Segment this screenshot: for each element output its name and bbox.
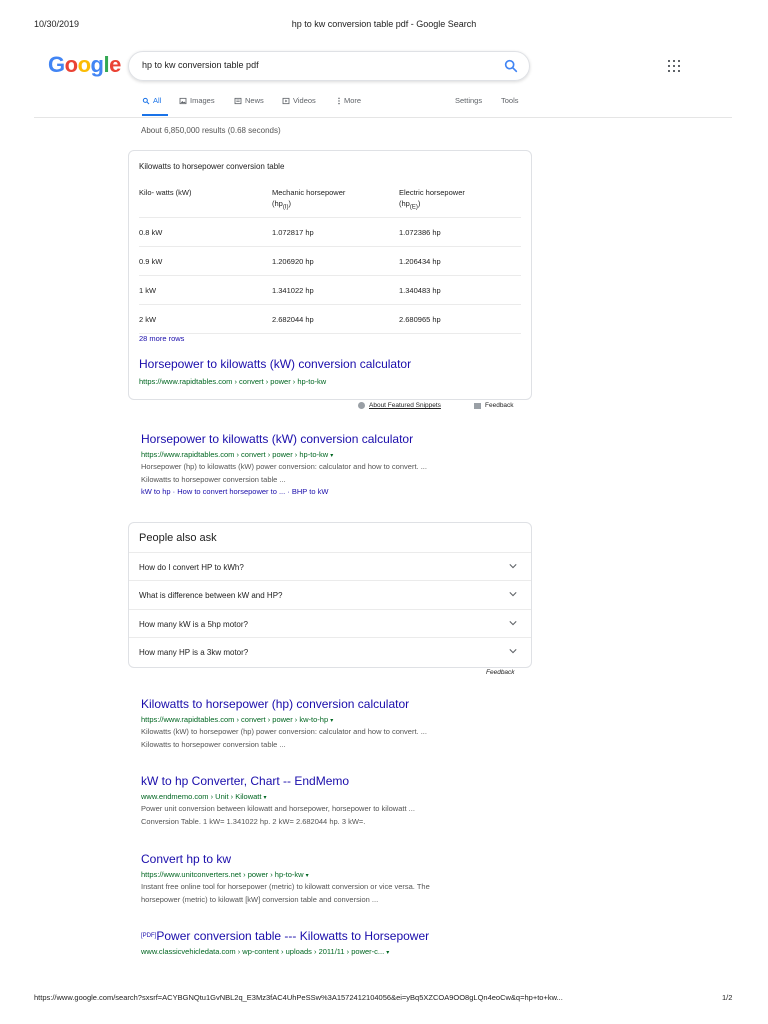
search-result xyxy=(141,697,531,751)
dropdown-arrow-icon[interactable]: ▾ xyxy=(263,795,267,801)
snippet-line: Conversion Table. 1 kW= 1.341022 hp. 2 kW= 2.682044 hp. 3 kW=. xyxy=(141,817,366,826)
cell-kw: 1 kW xyxy=(139,286,157,295)
search-result xyxy=(141,432,531,496)
search-icon[interactable] xyxy=(503,58,519,74)
url-text: https://www.rapidtables.com › convert › power › kw-to-hp xyxy=(141,715,329,724)
snippet-title: Kilowatts to horsepower conversion table xyxy=(139,162,285,171)
logo-letter: o xyxy=(64,52,78,77)
snippet-line: Power unit conversion between kilowatt and horsepower, horsepower to kilowatt ... xyxy=(141,804,415,813)
print-footer-url: https://www.google.com/search?sxsrf=ACYBGNQtu1GvNBL2q_E3Mz3fAC4UhPeSSw%3A1572412104056&ei=yBq5XZCOA9OO8gLQn4eoCw&q=hp+to+kw... xyxy=(34,993,563,1002)
more-rows-link[interactable]: 28 more rows xyxy=(139,334,185,343)
tab-more[interactable] xyxy=(337,96,361,105)
print-date: 10/30/2019 xyxy=(34,19,80,29)
column-header-label: Electric horsepower xyxy=(399,188,465,197)
unit-subscript: (E) xyxy=(409,204,418,211)
feedback-label: Feedback xyxy=(485,402,514,409)
search-result xyxy=(141,929,531,956)
paa-question[interactable] xyxy=(129,609,531,638)
url-text: https://www.unitconverters.net › power › hp-to-kw xyxy=(141,870,304,879)
about-label: About Featured Snippets xyxy=(369,402,441,409)
logo-letter: G xyxy=(48,52,65,77)
news-icon xyxy=(234,97,242,105)
search-box[interactable] xyxy=(128,51,530,81)
question-text: How do I convert HP to kWh? xyxy=(139,563,244,572)
result-url[interactable] xyxy=(141,450,531,459)
cell-kw: 0.9 kW xyxy=(139,257,163,266)
dropdown-arrow-icon[interactable]: ▾ xyxy=(330,718,334,724)
logo-letter: l xyxy=(103,52,110,77)
table-row xyxy=(139,305,521,334)
paa-title: People also ask xyxy=(139,532,217,544)
settings-link[interactable]: Settings xyxy=(455,96,483,105)
table-row xyxy=(139,247,521,276)
search-icon xyxy=(142,97,150,105)
column-header-electric-hp xyxy=(399,187,465,214)
snippet-line: Kilowatts to horsepower conversion table ... xyxy=(141,740,286,749)
video-icon xyxy=(282,97,290,105)
search-result xyxy=(141,774,531,828)
chevron-down-icon xyxy=(509,562,517,570)
tab-label: Images xyxy=(190,96,215,105)
column-header-label: Mechanic horsepower xyxy=(272,188,346,197)
question-text: What is difference between kW and HP? xyxy=(139,591,283,600)
snippet-line: Instant free online tool for horsepower (metric) to kilowatt conversion or vice versa. The xyxy=(141,882,430,891)
title-text: Power conversion table --- Kilowatts to Horsepower xyxy=(156,929,430,943)
conversion-table xyxy=(139,187,521,334)
tools-link[interactable]: Tools xyxy=(501,96,519,105)
result-title-link[interactable]: Convert hp to kw xyxy=(141,852,232,866)
table-row xyxy=(139,218,521,247)
sitelinks[interactable]: kW to hp · How to convert horsepower to ... · BHP to kW xyxy=(141,487,329,496)
result-title-link[interactable]: Kilowatts to horsepower (hp) conversion calculator xyxy=(141,697,410,711)
result-snippet xyxy=(141,725,531,751)
about-featured-snippets[interactable] xyxy=(358,402,441,409)
url-text: https://www.rapidtables.com › convert › power › hp-to-kw xyxy=(141,450,329,459)
search-result xyxy=(141,852,531,906)
column-header-unit xyxy=(272,198,345,214)
search-input[interactable]: hp to kw conversion table pdf xyxy=(142,60,259,70)
people-also-ask xyxy=(128,522,532,668)
result-url[interactable] xyxy=(141,792,531,801)
image-icon xyxy=(179,97,187,105)
result-url[interactable] xyxy=(141,870,531,879)
apps-grid-icon[interactable] xyxy=(668,60,680,72)
cell-electric-hp: 1.072386 hp xyxy=(399,228,441,237)
header-divider xyxy=(34,117,732,118)
result-snippet xyxy=(141,460,531,486)
question-text: How many kW is a 5hp motor? xyxy=(139,620,248,629)
logo-letter: e xyxy=(109,52,121,77)
snippet-line: Kilowatts (kW) to horsepower (hp) power conversion: calculator and how to convert. ... xyxy=(141,727,427,736)
url-text: www.endmemo.com › Unit › Kilowatt xyxy=(141,792,262,801)
print-page-title: hp to kw conversion table pdf - Google Search xyxy=(291,19,477,29)
snippet-line: horsepower (metric) to kilowatt [kW] conversion table and conversion ... xyxy=(141,895,379,904)
cell-electric-hp: 1.340483 hp xyxy=(399,286,441,295)
column-header-kw: Kilo- watts (kW) xyxy=(139,188,192,197)
unit-close: ) xyxy=(288,199,292,208)
paa-question[interactable] xyxy=(129,552,531,581)
chevron-down-icon xyxy=(509,619,517,627)
cell-mechanic-hp: 1.206920 hp xyxy=(272,257,314,266)
google-logo[interactable] xyxy=(48,52,121,78)
chevron-down-icon xyxy=(509,647,517,655)
snippet-feedback[interactable] xyxy=(474,402,514,409)
snippet-line: Horsepower (hp) to kilowatts (kW) power conversion: calculator and how to convert. ... xyxy=(141,462,427,471)
cell-mechanic-hp: 2.682044 hp xyxy=(272,315,314,324)
search-tabs xyxy=(142,96,522,114)
result-url[interactable] xyxy=(141,947,531,956)
dropdown-arrow-icon[interactable]: ▾ xyxy=(305,873,309,879)
tab-label: News xyxy=(245,96,264,105)
paa-feedback-link[interactable]: Feedback xyxy=(486,669,515,676)
featured-snippet xyxy=(128,150,532,400)
more-vert-icon xyxy=(337,97,341,105)
cell-mechanic-hp: 1.072817 hp xyxy=(272,228,314,237)
dropdown-arrow-icon[interactable]: ▾ xyxy=(330,453,334,459)
url-text: www.classicvehicledata.com › wp-content › uploads › 2011/11 › power-c... xyxy=(141,947,385,956)
tab-images[interactable] xyxy=(179,96,215,105)
feedback-icon xyxy=(474,403,481,409)
cell-kw: 2 kW xyxy=(139,315,157,324)
help-icon xyxy=(358,402,365,409)
tab-news[interactable] xyxy=(234,96,264,105)
column-header-unit xyxy=(399,198,465,214)
logo-letter: o xyxy=(77,52,91,77)
result-title-link[interactable]: kW to hp Converter, Chart -- EndMemo xyxy=(141,774,350,788)
result-url[interactable] xyxy=(141,715,531,724)
dropdown-arrow-icon[interactable]: ▾ xyxy=(386,950,390,956)
result-snippet xyxy=(141,802,531,828)
unit-text: (hp xyxy=(399,199,410,208)
snippet-result-link[interactable]: Horsepower to kilowatts (kW) conversion calculator xyxy=(139,357,412,371)
tab-label: More xyxy=(344,96,362,105)
cell-mechanic-hp: 1.341022 hp xyxy=(272,286,314,295)
tab-label: Videos xyxy=(293,96,316,105)
result-snippet xyxy=(141,880,531,906)
paa-question[interactable] xyxy=(129,637,531,666)
print-page-number: 1/2 xyxy=(722,993,733,1002)
table-row xyxy=(139,276,521,305)
unit-close: ) xyxy=(417,199,421,208)
cell-electric-hp: 2.680965 hp xyxy=(399,315,441,324)
unit-text: (hp xyxy=(272,199,283,208)
result-title-link[interactable] xyxy=(141,929,531,944)
cell-electric-hp: 1.206434 hp xyxy=(399,257,441,266)
paa-question[interactable] xyxy=(129,580,531,609)
pdf-badge: [PDF] xyxy=(141,933,157,939)
result-title-link[interactable]: Horsepower to kilowatts (kW) conversion calculator xyxy=(141,432,414,446)
question-text: How many HP is a 3kw motor? xyxy=(139,648,249,657)
logo-letter: g xyxy=(90,52,104,77)
column-header-mechanic-hp xyxy=(272,187,345,214)
active-tab-indicator xyxy=(142,114,168,116)
table-header-row xyxy=(139,187,521,218)
unit-subscript: (I) xyxy=(282,204,289,211)
snippet-result-url[interactable]: https://www.rapidtables.com › convert › power › hp-to-kw xyxy=(139,377,327,386)
snippet-line: Kilowatts to horsepower conversion table ... xyxy=(141,475,286,484)
chevron-down-icon xyxy=(509,590,517,598)
tab-label: All xyxy=(153,96,162,105)
cell-kw: 0.8 kW xyxy=(139,228,163,237)
result-stats: About 6,850,000 results (0.68 seconds) xyxy=(141,126,281,135)
tab-videos[interactable] xyxy=(282,96,316,105)
tab-all[interactable] xyxy=(142,96,161,105)
